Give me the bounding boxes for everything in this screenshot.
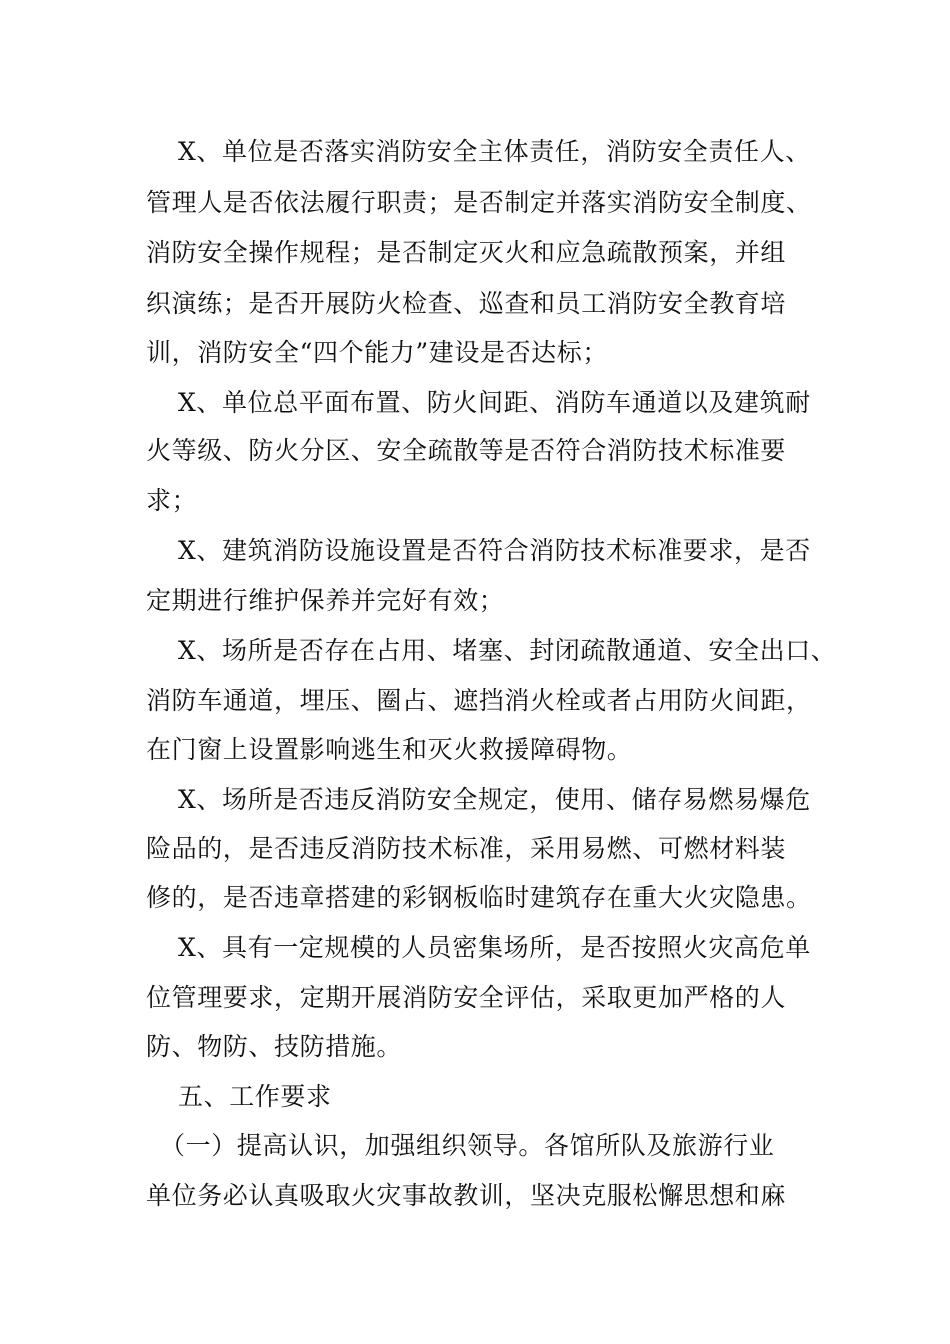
text-line: 单位务必认真吸取火灾事故教训，坚决克服松懈思想和麻 bbox=[146, 1181, 787, 1210]
text-line: 火等级、防火分区、安全疏散等是否符合消防技术标准要 bbox=[146, 436, 787, 465]
text-line: 管理人是否依法履行职责；是否制定并落实消防安全制度、 bbox=[146, 188, 812, 217]
text-line: 修的，是否违章搭建的彩钢板临时建筑存在重大火灾隐患。 bbox=[146, 883, 812, 912]
text-line: 织演练；是否开展防火检查、巡查和员工消防安全教育培 bbox=[146, 289, 787, 318]
text-line: X、建筑消防设施设置是否符合消防技术标准要求，是否 bbox=[178, 536, 811, 565]
text-line: 求； bbox=[146, 486, 198, 515]
text-line: （一）提高认识，加强组织领导。各馆所队及旅游行业 bbox=[160, 1131, 775, 1160]
text-line: X、场所是否存在占用、堵塞、封闭疏散通道、安全出口、 bbox=[178, 636, 837, 665]
text-line: 消防车通道，埋压、圈占、遮挡消火栓或者占用防火间距， bbox=[146, 686, 812, 715]
text-line: X、具有一定规模的人员密集场所，是否按照火灾高危单 bbox=[178, 933, 811, 962]
text-line: 定期进行维护保养并完好有效； bbox=[146, 586, 505, 615]
text-line: 消防安全操作规程；是否制定灭火和应急疏散预案，并组 bbox=[146, 238, 787, 267]
text-line: X、单位是否落实消防安全主体责任，消防安全责任人、 bbox=[178, 137, 811, 166]
text-line: 训，消防安全“四个能力”建设是否达标； bbox=[146, 338, 608, 367]
text-line: 在门窗上设置影响逃生和灭火救援障碍物。 bbox=[146, 735, 633, 764]
text-line: 位管理要求，定期开展消防安全评估，采取更加严格的人 bbox=[146, 983, 787, 1012]
text-line: X、单位总平面布置、防火间距、消防车通道以及建筑耐 bbox=[178, 388, 811, 417]
text-line: 险品的，是否违反消防技术标准，采用易燃、可燃材料装 bbox=[146, 834, 787, 863]
text-line: 防、物防、技防措施。 bbox=[146, 1032, 403, 1061]
text-line: X、场所是否违反消防安全规定，使用、储存易燃易爆危 bbox=[178, 785, 811, 814]
section-heading: 五、工作要求 bbox=[178, 1082, 332, 1111]
